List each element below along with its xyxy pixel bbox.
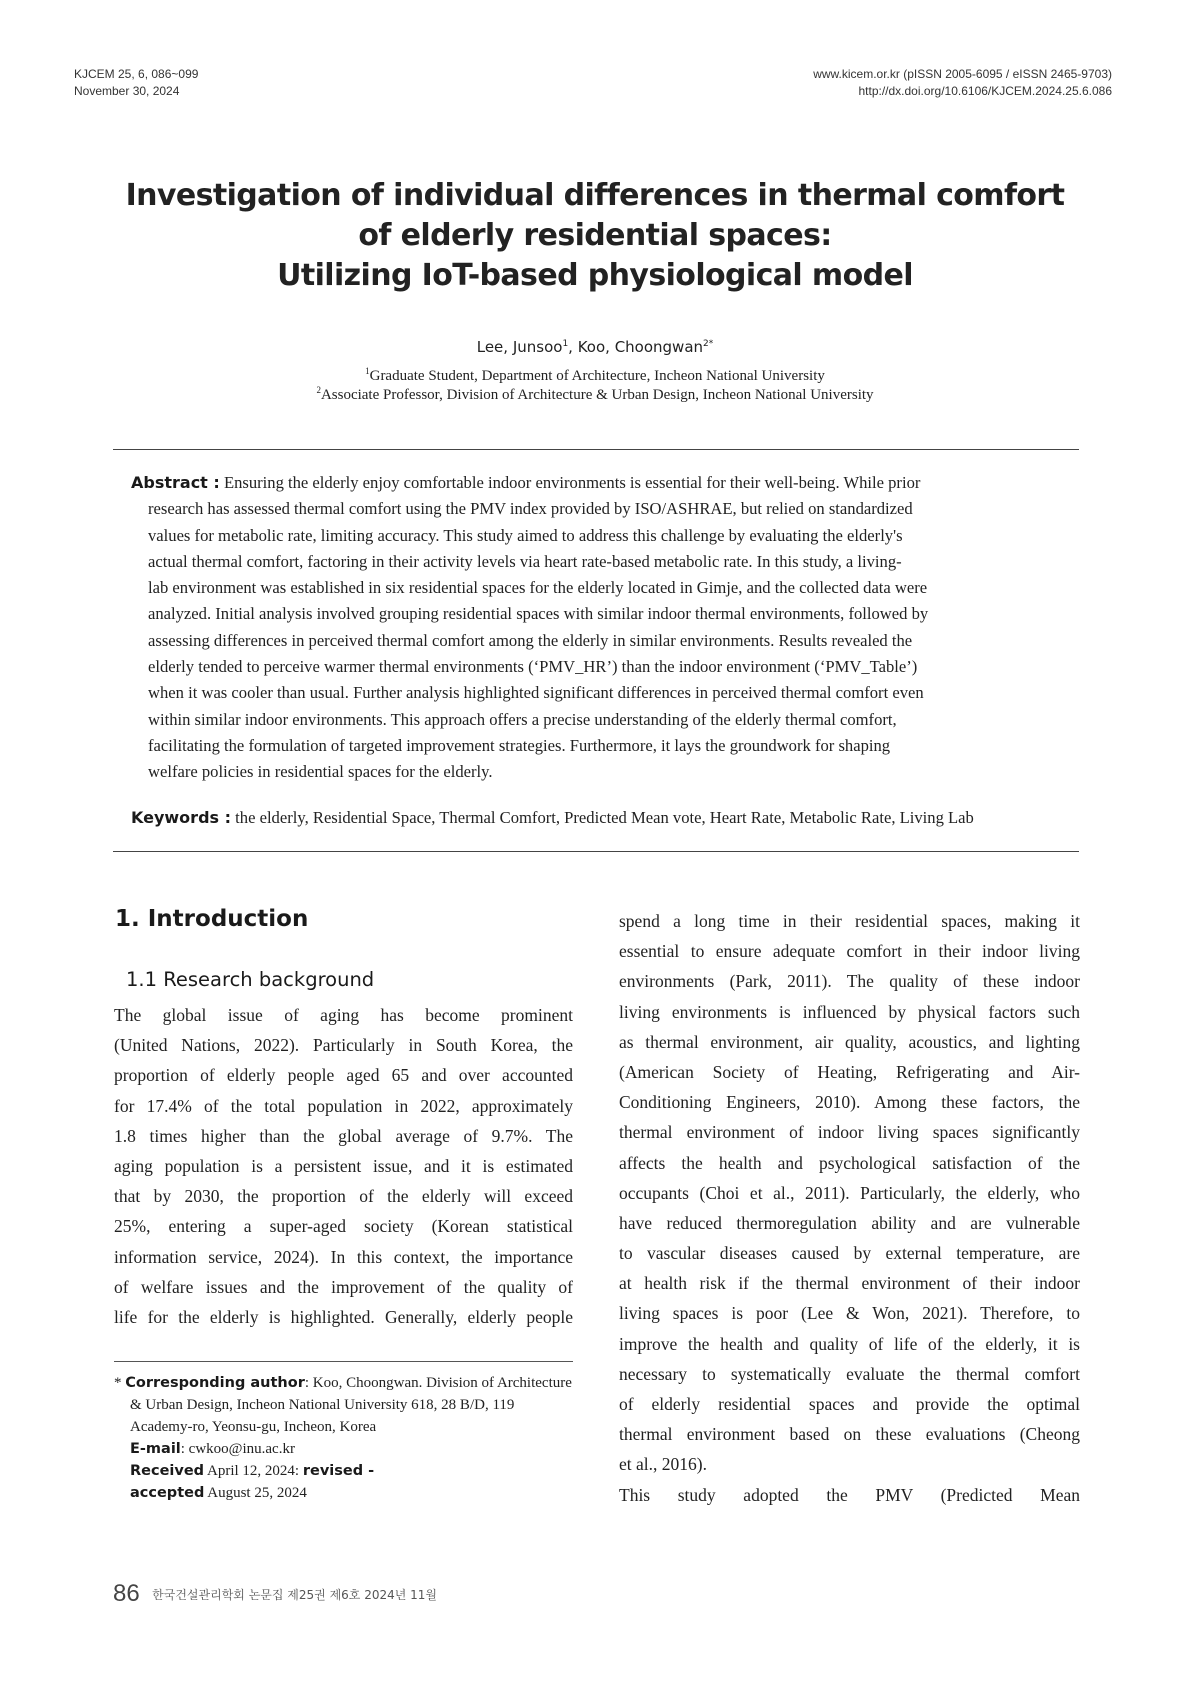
accepted-label: accepted (130, 1485, 205, 1501)
body-line: affects the health and psychological satisfaction of the (619, 1152, 1080, 1173)
body-line: The global issue of aging has become prominent (114, 1005, 573, 1025)
author-affil-marker: 1 (562, 339, 569, 349)
body-line: et al., 2016). (619, 1454, 707, 1475)
abstract-line: actual thermal comfort, factoring in their activity levels via heart rate-based metabolic rate. In this study, a living- (148, 551, 902, 571)
abstract-line: within similar indoor environments. This approach offers a precise understanding of the elderly thermal comfort, (148, 709, 897, 729)
body-line: that by 2030, the proportion of the elderly will exceed (114, 1186, 573, 1207)
abstract-line: values for metabolic rate, limiting accuracy. This study aimed to address this challenge by evaluating the elderly's (148, 525, 903, 545)
affiliations (100, 367, 1090, 405)
body-line: Conditioning Engineers, 2010). Among these factors, the (619, 1092, 1080, 1113)
body-line: proportion of elderly people aged 65 and over accounted (114, 1065, 573, 1086)
body-line: aging population is a persistent issue, and it is estimated (114, 1155, 573, 1176)
journal-website[interactable]: www.kicem.or.kr (pISSN 2005-6095 / eISSN 2465-9703) (813, 67, 1112, 81)
author-list (100, 338, 1090, 356)
body-line: environments (Park, 2011). The quality of these indoor (619, 971, 1080, 992)
page-footer (113, 1580, 437, 1608)
journal-citation: 한국건설관리학회 논문집 제25권 제6호 2024년 11월 (152, 1587, 438, 1602)
affiliation-marker: 2 (316, 385, 321, 395)
running-header-right (813, 66, 1112, 100)
footnote-star: * (114, 1375, 126, 1391)
body-line: thermal environment of indoor living spaces significantly (619, 1122, 1080, 1143)
title-line: of elderly residential spaces: (358, 218, 832, 253)
body-line: necessary to systematically evaluate the thermal comfort (619, 1363, 1080, 1384)
abstract-line: facilitating the formulation of targeted improvement strategies. Furthermore, it lays the groundwork for shaping (148, 735, 891, 755)
footnote-line (114, 1372, 573, 1394)
accepted-date: August 25, 2024 (204, 1485, 307, 1501)
body-line: (American Society of Heating, Refrigerating and Air- (619, 1061, 1080, 1082)
author-affil-marker: 2* (703, 339, 714, 349)
doi-link[interactable]: http://dx.doi.org/10.6106/KJCEM.2024.25.6.086 (858, 84, 1112, 98)
abstract-top-rule (113, 449, 1079, 450)
email-label: E-mail (130, 1441, 181, 1457)
affiliation-text: Graduate Student, Department of Architecture, Incheon National University (369, 368, 825, 384)
abstract-line (131, 470, 1066, 496)
footnote-line (114, 1460, 573, 1482)
body-line: of elderly residential spaces and provide the optimal (619, 1394, 1080, 1414)
corresponding-author-label: Corresponding author (125, 1375, 305, 1391)
body-column-right (619, 906, 1080, 1510)
body-line: improve the health and quality of life of the elderly, it is (619, 1333, 1080, 1354)
abstract-line: analyzed. Initial analysis involved grouping residential spaces with similar indoor thermal environments, followed by (148, 604, 929, 624)
body-line: of welfare issues and the improvement of the quality of (114, 1276, 573, 1297)
body-line: (United Nations, 2022). Particularly in South Korea, the (114, 1035, 573, 1056)
title-line: Investigation of individual differences in thermal comfort (125, 178, 1065, 213)
body-line: essential to ensure adequate comfort in their indoor living (619, 941, 1080, 962)
footnote-line (114, 1482, 573, 1504)
received-date: April 12, 2024: (204, 1463, 303, 1479)
revised-label: revised - (302, 1463, 375, 1479)
email-text[interactable]: : cwkoo@inu.ac.kr (180, 1441, 295, 1457)
keywords-label: Keywords : (131, 808, 232, 827)
footnote-line: Academy-ro, Yeonsu-gu, Incheon, Korea (130, 1419, 377, 1435)
affiliation-text: Associate Professor, Division of Architecture & Urban Design, Incheon National University (320, 387, 874, 403)
received-label: Received (130, 1463, 205, 1479)
page-number: 86 (113, 1580, 140, 1607)
abstract-bottom-rule (113, 851, 1079, 852)
abstract-line: elderly tended to perceive warmer thermal environments (‘PMV_HR’) than the indoor environment (‘PMV_Table’) (148, 657, 918, 677)
affiliation (100, 367, 1090, 386)
body-line: occupants (Choi et al., 2011). Particularly, the elderly, who (619, 1182, 1080, 1203)
keywords-text: the elderly, Residential Space, Thermal Comfort, Predicted Mean vote, Heart Rate, Metabolic Rate, Living Lab (231, 808, 974, 827)
body-line: for 17.4% of the total population in 2022, approximately (114, 1095, 573, 1116)
body-line: 1.8 times higher than the global average of 9.7%. The (114, 1125, 573, 1146)
body-line: life for the elderly is highlighted. Generally, elderly people (114, 1306, 573, 1327)
body-line: information service, 2024). In this context, the importance (114, 1246, 573, 1267)
abstract (131, 470, 1066, 786)
affiliation-marker: 1 (365, 366, 370, 376)
corresponding-author-text: : Koo, Choongwan. Division of Architecture (304, 1375, 572, 1391)
affiliation (100, 386, 1090, 405)
section-heading: 1. Introduction (115, 906, 309, 932)
subsection-heading: 1.1 Research background (126, 968, 375, 991)
abstract-text: Ensuring the elderly enjoy comfortable indoor environments is essential for their well-being. While prior (219, 473, 921, 492)
footnote-line: & Urban Design, Incheon National University 618, 28 B/D, 119 (130, 1397, 515, 1413)
body-line: have reduced thermoregulation ability and are vulnerable (619, 1212, 1080, 1233)
body-line: thermal environment based on these evaluations (Cheong (619, 1424, 1080, 1445)
abstract-line: research has assessed thermal comfort using the PMV index provided by ISO/ASHRAE, but relied on standardized (148, 499, 913, 519)
body-column-left (114, 1000, 573, 1332)
author-name: Lee, Junsoo (476, 338, 563, 356)
author-separator: , (568, 338, 578, 356)
paper-title (100, 176, 1090, 296)
running-header-left (74, 66, 198, 100)
body-line: at health risk if the thermal environment of their indoor (619, 1273, 1080, 1294)
body-line: spend a long time in their residential spaces, making it (619, 911, 1080, 931)
title-line: Utilizing IoT-based physiological model (277, 258, 913, 293)
footnote-rule (114, 1361, 573, 1362)
body-line: to vascular diseases caused by external temperature, are (619, 1243, 1080, 1264)
abstract-label: Abstract : (131, 473, 220, 492)
publication-date: November 30, 2024 (74, 84, 180, 98)
journal-volume: KJCEM 25, 6, 086~099 (74, 67, 199, 81)
body-line: living environments is influenced by physical factors such (619, 1001, 1080, 1022)
abstract-line: assessing differences in perceived thermal comfort among the elderly in similar environments. Results revealed the (148, 630, 913, 650)
body-line: living spaces is poor (Lee & Won, 2021). Therefore, to (619, 1303, 1080, 1324)
body-line: This study adopted the PMV (Predicted Mean (619, 1484, 1080, 1505)
footnote (114, 1372, 573, 1504)
abstract-line: when it was cooler than usual. Further analysis highlighted significant differences in perceived thermal comfort even (148, 683, 924, 703)
author-name: Koo, Choongwan (577, 338, 704, 356)
abstract-line: lab environment was established in six residential spaces for the elderly located in Gimje, and the collected data were (148, 578, 928, 598)
keywords (131, 806, 1066, 830)
body-line: 25%, entering a super-aged society (Korean statistical (114, 1216, 573, 1237)
footnote-line (114, 1438, 573, 1460)
abstract-line: welfare policies in residential spaces for the elderly. (148, 762, 493, 782)
body-line: as thermal environment, air quality, acoustics, and lighting (619, 1031, 1080, 1052)
